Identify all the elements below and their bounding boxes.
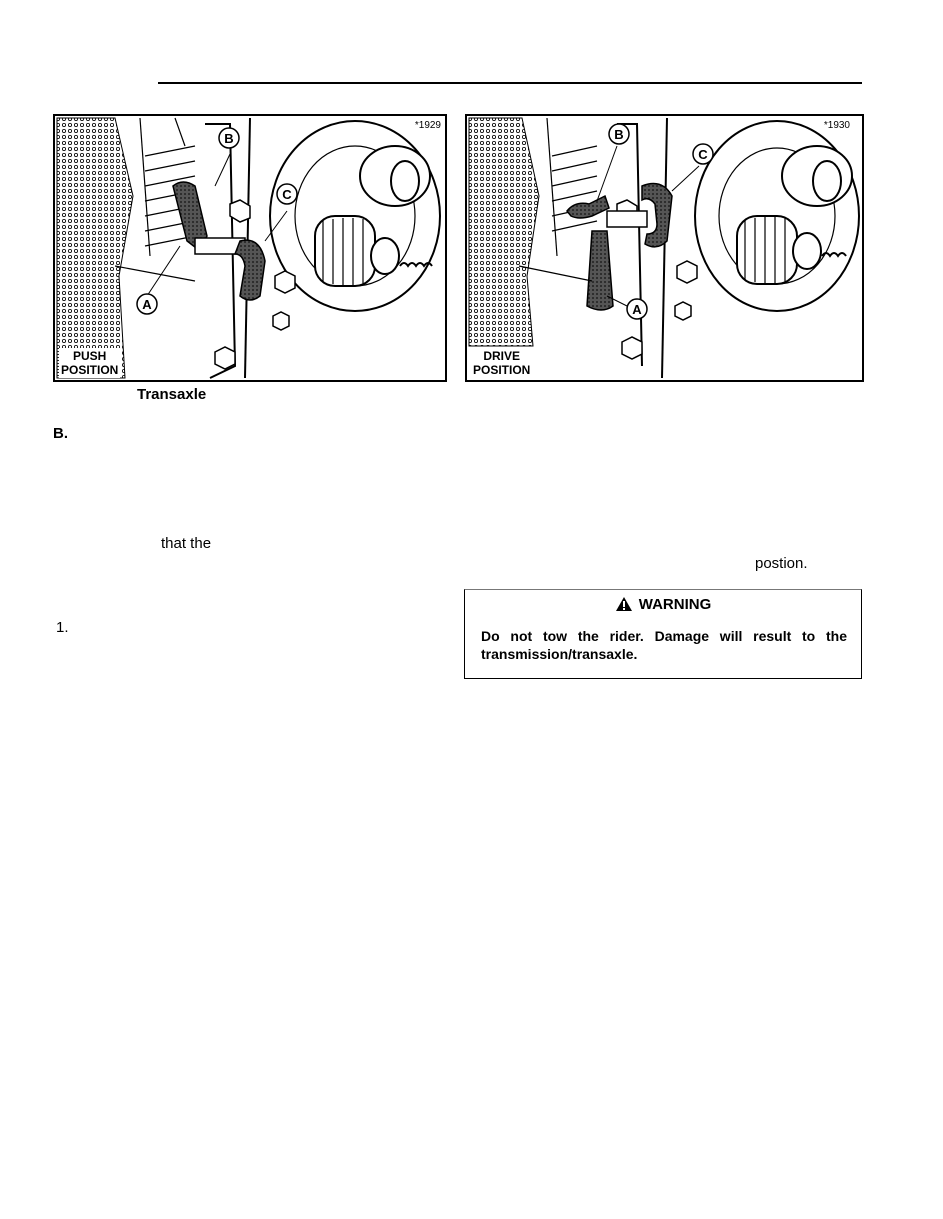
callout-c-icon <box>277 184 297 204</box>
text-fragment-that-the: that the <box>161 535 212 552</box>
callout-b-icon <box>609 124 629 144</box>
figure-drive-position <box>465 114 864 382</box>
figure-number: *1930 <box>823 120 850 131</box>
position-label-line1: DRIVE <box>483 349 521 363</box>
svg-text:B: B <box>224 131 234 146</box>
svg-text:A: A <box>632 302 642 317</box>
svg-text:B: B <box>614 127 624 142</box>
figure-push-position <box>53 114 447 382</box>
callout-a-icon <box>137 294 157 314</box>
position-label <box>59 348 120 378</box>
callout-c-icon <box>693 144 713 164</box>
transaxle-illustration-push <box>55 116 445 380</box>
warning-heading <box>465 596 861 613</box>
warning-title: WARNING <box>638 596 712 613</box>
section-letter: B. <box>53 425 68 442</box>
position-label <box>471 348 532 378</box>
callout-a-icon <box>627 299 647 319</box>
warning-box <box>464 589 862 679</box>
callout-b-icon <box>219 128 239 148</box>
figure-number: *1929 <box>414 120 441 131</box>
caption-fragment: Transaxle <box>137 386 207 403</box>
position-label-line1: PUSH <box>73 349 107 363</box>
transaxle-illustration-drive <box>467 116 862 380</box>
warning-triangle-icon <box>615 596 633 612</box>
warning-text: Do not tow the rider. Damage will result to the transmission/transaxle. <box>481 628 847 662</box>
position-label-line2: POSITION <box>473 363 531 377</box>
list-number: 1. <box>56 619 69 636</box>
svg-text:C: C <box>282 187 292 202</box>
svg-text:C: C <box>698 147 708 162</box>
text-fragment-postion: postion. <box>755 555 808 572</box>
svg-text:A: A <box>142 297 152 312</box>
position-label-line2: POSITION <box>61 363 119 377</box>
header-rule <box>158 82 862 84</box>
